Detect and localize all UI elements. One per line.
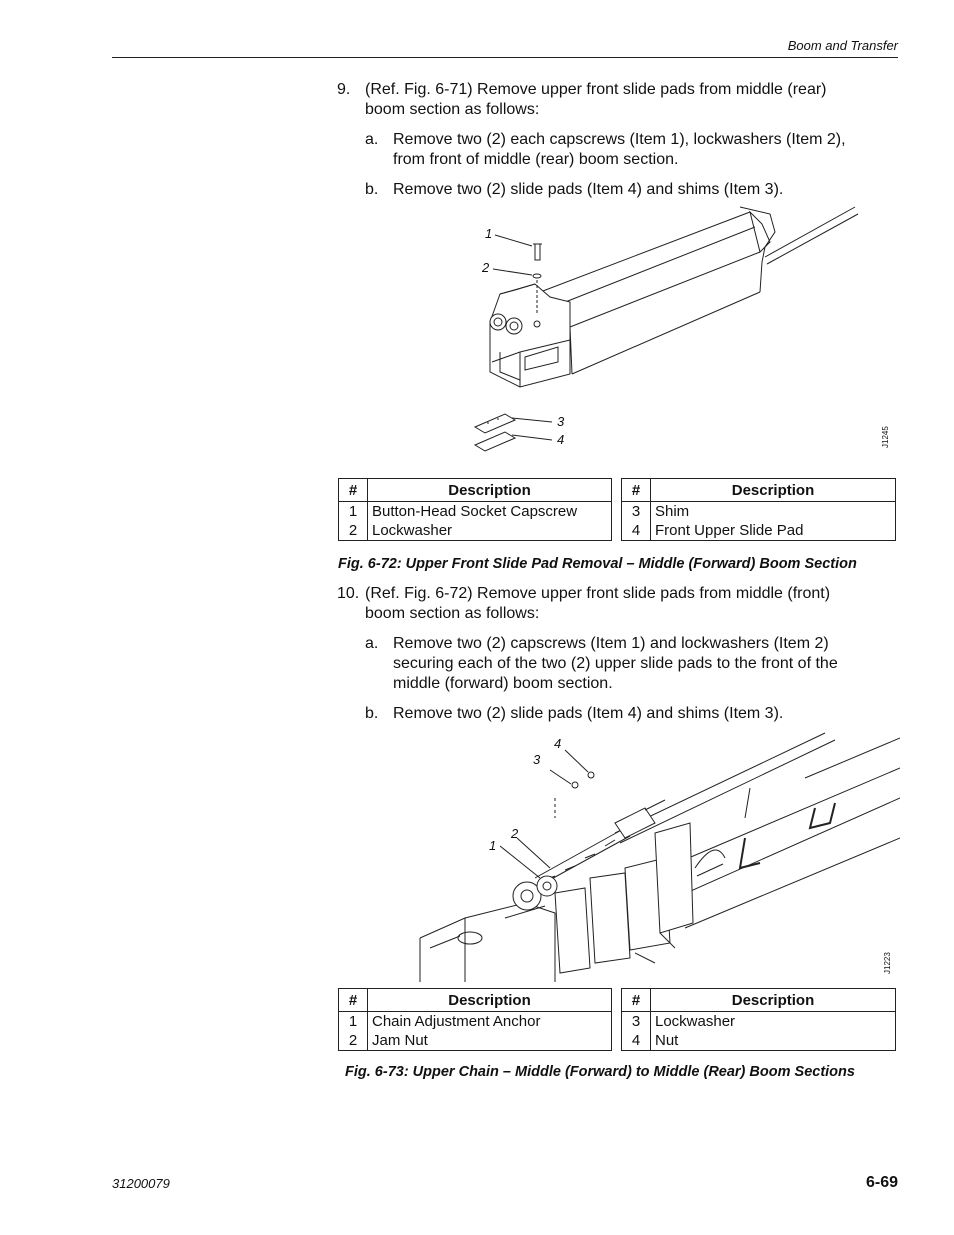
step-text-line: (Ref. Fig. 6-72) Remove upper front slide pads from middle (front) (365, 585, 831, 602)
legend-header-number: # (339, 479, 368, 502)
substep-text-line: middle (forward) boom section. (393, 675, 613, 692)
legend-item-description: Lockwasher (651, 1012, 896, 1032)
legend-item-description: Chain Adjustment Anchor (368, 1012, 612, 1032)
callout-1: 1 (489, 838, 497, 853)
substep-label: b. (365, 181, 379, 198)
document-number: 31200079 (112, 1176, 170, 1191)
callout-3: 3 (533, 752, 541, 767)
substep-text-line: Remove two (2) capscrews (Item 1) and lockwashers (Item 2) (393, 635, 829, 652)
figure-caption: Fig. 6-72: Upper Front Slide Pad Removal – Middle (Forward) Boom Section (338, 556, 857, 572)
legend-item-number: 1 (339, 1012, 368, 1032)
legend-header-description: Description (368, 989, 612, 1012)
legend-item-number: 4 (622, 1031, 651, 1051)
legend-row (339, 1031, 612, 1051)
header-rule (112, 57, 898, 58)
substep-text-line: Remove two (2) slide pads (Item 4) and shims (Item 3). (393, 181, 784, 198)
step-10b (365, 704, 895, 724)
legend-item-number: 1 (339, 502, 368, 522)
step-9 (337, 80, 897, 120)
legend-item-number: 2 (339, 1031, 368, 1051)
legend-item-description: Lockwasher (368, 521, 612, 541)
legend-item-description: Front Upper Slide Pad (651, 521, 896, 541)
figure-part-number: J1245 (881, 426, 890, 448)
step-10a (365, 634, 895, 694)
slide-pad-removal-illustration (440, 202, 900, 460)
legend-item-description: Jam Nut (368, 1031, 612, 1051)
step-9b (365, 180, 895, 200)
step-number: 9. (337, 81, 351, 98)
step-text-line: boom section as follows: (365, 101, 540, 118)
legend-row (622, 521, 896, 541)
callout-1: 1 (485, 226, 493, 241)
legend-row (622, 1012, 896, 1032)
legend-item-number: 4 (622, 521, 651, 541)
legend-table-right (621, 478, 896, 541)
step-10 (337, 584, 897, 624)
legend-row (339, 521, 612, 541)
callout-3: 3 (557, 414, 565, 429)
step-number: 10. (337, 585, 360, 602)
substep-label: a. (365, 635, 379, 652)
callout-4: 4 (557, 432, 565, 447)
substep-text-line: securing each of the two (2) upper slide pads to the front of the (393, 655, 838, 672)
step-9a (365, 130, 895, 170)
callout-2: 2 (482, 260, 490, 275)
legend-row (339, 1012, 612, 1032)
legend-header-number: # (622, 479, 651, 502)
legend-item-description: Shim (651, 502, 896, 522)
substep-label: a. (365, 131, 379, 148)
substep-label: b. (365, 705, 379, 722)
legend-table-right (621, 988, 896, 1051)
legend-item-description: Nut (651, 1031, 896, 1051)
legend-item-number: 2 (339, 521, 368, 541)
substep-text-line: Remove two (2) slide pads (Item 4) and shims (Item 3). (393, 705, 784, 722)
legend-row (622, 502, 896, 522)
legend-table-left (338, 988, 612, 1051)
legend-row (339, 502, 612, 522)
legend-item-number: 3 (622, 1012, 651, 1032)
legend-header-description: Description (651, 479, 896, 502)
legend-item-number: 3 (622, 502, 651, 522)
page-number: 6-69 (865, 1174, 898, 1191)
callout-2: 2 (511, 826, 519, 841)
legend-header-number: # (622, 989, 651, 1012)
figure-caption: Fig. 6-73: Upper Chain – Middle (Forward) to Middle (Rear) Boom Sections (345, 1064, 855, 1080)
legend-table-left (338, 478, 612, 541)
upper-chain-illustration (405, 728, 900, 982)
legend-item-description: Button-Head Socket Capscrew (368, 502, 612, 522)
step-text-line: boom section as follows: (365, 605, 540, 622)
figure-part-number: J1223 (883, 952, 892, 974)
legend-row (622, 1031, 896, 1051)
callout-4: 4 (554, 736, 562, 751)
legend-header-number: # (339, 989, 368, 1012)
legend-header-description: Description (368, 479, 612, 502)
running-header: Boom and Transfer (787, 38, 898, 53)
substep-text-line: from front of middle (rear) boom section. (393, 151, 679, 168)
step-text-line: (Ref. Fig. 6-71) Remove upper front slide pads from middle (rear) (365, 81, 827, 98)
legend-header-description: Description (651, 989, 896, 1012)
substep-text-line: Remove two (2) each capscrews (Item 1), lockwashers (Item 2), (393, 131, 846, 148)
